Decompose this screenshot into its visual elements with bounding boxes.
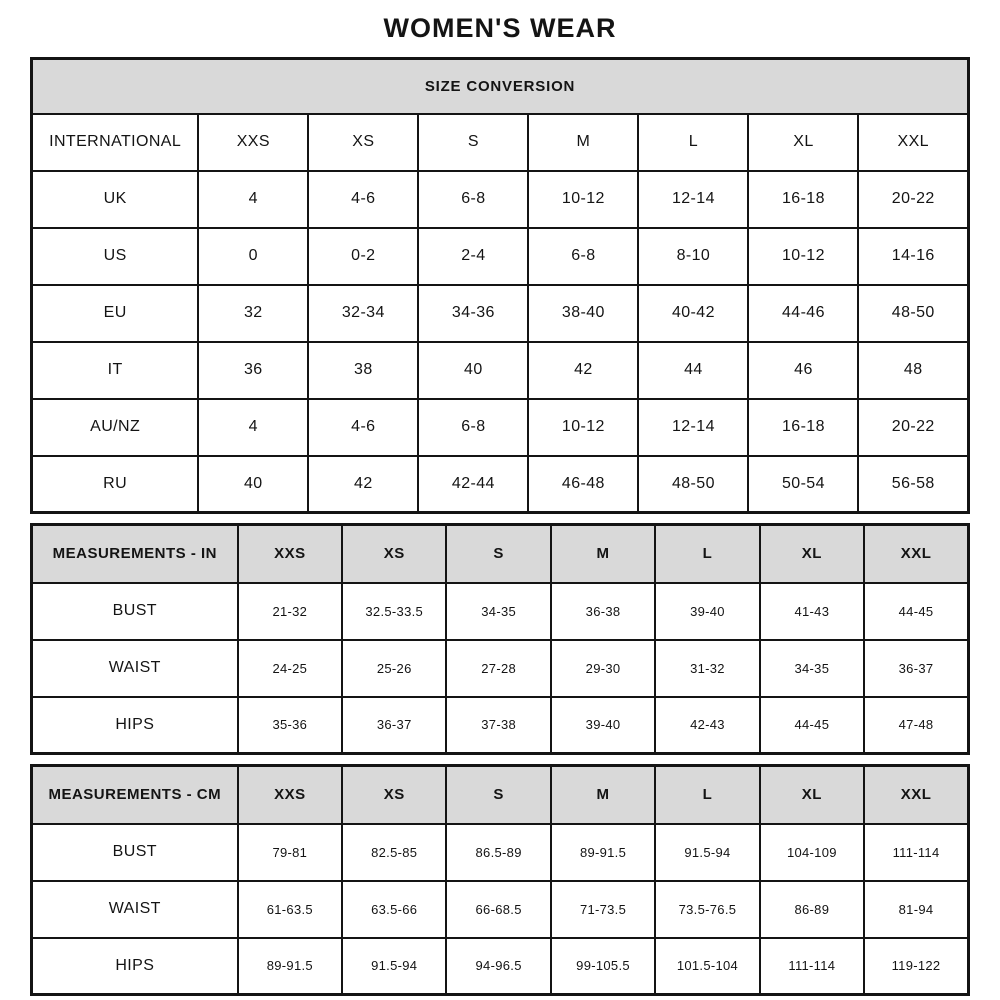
table-cell: 38 [308, 342, 418, 399]
table-row [32, 938, 969, 995]
table-cell: 38-40 [528, 285, 638, 342]
table-cell: 6-8 [528, 228, 638, 285]
table-cell: 56-58 [858, 456, 968, 513]
row-label: BUST [32, 824, 238, 881]
row-label: WAIST [32, 881, 238, 938]
table-cell: 44-45 [760, 697, 864, 754]
table-cell: 6-8 [418, 171, 528, 228]
table-cell: 61-63.5 [238, 881, 342, 938]
table-header-row [32, 525, 969, 583]
table-header-row [32, 766, 969, 824]
table-row [32, 583, 969, 640]
table-row [32, 697, 969, 754]
table-cell: 73.5-76.5 [655, 881, 759, 938]
table-cell: 24-25 [238, 640, 342, 697]
column-header: XXL [864, 525, 968, 583]
table-cell: 10-12 [528, 399, 638, 456]
table-cell: 94-96.5 [446, 938, 550, 995]
column-header: XS [342, 525, 446, 583]
table-cell: 32.5-33.5 [342, 583, 446, 640]
table-cell: 16-18 [748, 171, 858, 228]
table-cell: 48 [858, 342, 968, 399]
table-cell: 50-54 [748, 456, 858, 513]
table-cell: 31-32 [655, 640, 759, 697]
table-cell: 89-91.5 [238, 938, 342, 995]
table-cell: 16-18 [748, 399, 858, 456]
table-cell: 29-30 [551, 640, 655, 697]
table-cell: 8-10 [638, 228, 748, 285]
table-row [32, 228, 969, 285]
row-label: AU/NZ [32, 399, 199, 456]
column-header: M [551, 525, 655, 583]
row-label: EU [32, 285, 199, 342]
table-cell: 21-32 [238, 583, 342, 640]
table-title: MEASUREMENTS - CM [32, 766, 238, 824]
row-label: BUST [32, 583, 238, 640]
table-cell: 40 [418, 342, 528, 399]
table-row [32, 824, 969, 881]
table-cell: 36-37 [342, 697, 446, 754]
column-header: XXS [198, 114, 308, 171]
table-cell: 27-28 [446, 640, 550, 697]
table-title: MEASUREMENTS - IN [32, 525, 238, 583]
table-cell: 14-16 [858, 228, 968, 285]
table-cell: 119-122 [864, 938, 968, 995]
table-cell: 91.5-94 [342, 938, 446, 995]
table-cell: 44 [638, 342, 748, 399]
table-cell: 44-46 [748, 285, 858, 342]
table-cell: 79-81 [238, 824, 342, 881]
table-cell: 42-43 [655, 697, 759, 754]
table-cell: 2-4 [418, 228, 528, 285]
table-cell: 32-34 [308, 285, 418, 342]
table-cell: 0 [198, 228, 308, 285]
table-row [32, 285, 969, 342]
table-cell: 48-50 [858, 285, 968, 342]
table-cell: 44-45 [864, 583, 968, 640]
table-cell: 40-42 [638, 285, 748, 342]
table-cell: 20-22 [858, 171, 968, 228]
table-cell: 36-38 [551, 583, 655, 640]
table-cell: 47-48 [864, 697, 968, 754]
table-cell: 6-8 [418, 399, 528, 456]
table-row [32, 456, 969, 513]
measurements-in-table [30, 523, 970, 755]
column-header: XXL [858, 114, 968, 171]
table-cell: 46-48 [528, 456, 638, 513]
column-header: XXS [238, 525, 342, 583]
table-cell: 82.5-85 [342, 824, 446, 881]
table-cell: 86-89 [760, 881, 864, 938]
table-cell: 37-38 [446, 697, 550, 754]
column-header: L [655, 525, 759, 583]
column-header: XS [308, 114, 418, 171]
table-cell: 41-43 [760, 583, 864, 640]
table-cell: 25-26 [342, 640, 446, 697]
column-header: S [446, 525, 550, 583]
table-cell: 89-91.5 [551, 824, 655, 881]
table-cell: 32 [198, 285, 308, 342]
table-row [32, 640, 969, 697]
column-header: L [655, 766, 759, 824]
table-cell: 42 [528, 342, 638, 399]
table-cell: 0-2 [308, 228, 418, 285]
table-cell: 46 [748, 342, 858, 399]
measurements-cm-table [30, 764, 970, 996]
table-row [32, 171, 969, 228]
page-title: WOMEN'S WEAR [383, 13, 617, 43]
table-cell: 71-73.5 [551, 881, 655, 938]
table-cell: 36-37 [864, 640, 968, 697]
table-cell: 4-6 [308, 399, 418, 456]
table-cell: 104-109 [760, 824, 864, 881]
table-cell: 40 [198, 456, 308, 513]
row-label: IT [32, 342, 199, 399]
table-cell: 10-12 [528, 171, 638, 228]
table-header-row [32, 114, 969, 171]
table-cell: 81-94 [864, 881, 968, 938]
column-header: XL [760, 525, 864, 583]
table-cell: 35-36 [238, 697, 342, 754]
table-row [32, 342, 969, 399]
table-row [32, 881, 969, 938]
table-cell: 48-50 [638, 456, 748, 513]
row-label: HIPS [32, 697, 238, 754]
column-header: S [418, 114, 528, 171]
table-cell: 4 [198, 171, 308, 228]
table-cell: 12-14 [638, 399, 748, 456]
table-cell: 101.5-104 [655, 938, 759, 995]
table-cell: 99-105.5 [551, 938, 655, 995]
table-cell: 10-12 [748, 228, 858, 285]
row-label: HIPS [32, 938, 238, 995]
column-header: XL [760, 766, 864, 824]
row-label: UK [32, 171, 199, 228]
column-header: XXS [238, 766, 342, 824]
table-cell: 34-36 [418, 285, 528, 342]
column-header: M [528, 114, 638, 171]
table-cell: 36 [198, 342, 308, 399]
table-cell: 39-40 [551, 697, 655, 754]
row-label: US [32, 228, 199, 285]
table-cell: 12-14 [638, 171, 748, 228]
table-cell: 63.5-66 [342, 881, 446, 938]
table-cell: 4-6 [308, 171, 418, 228]
table-cell: 66-68.5 [446, 881, 550, 938]
column-header: S [446, 766, 550, 824]
row-label: RU [32, 456, 199, 513]
table-title-row [32, 59, 969, 114]
column-header: INTERNATIONAL [32, 114, 199, 171]
table-cell: 42 [308, 456, 418, 513]
table-cell: 4 [198, 399, 308, 456]
column-header: M [551, 766, 655, 824]
column-header: XXL [864, 766, 968, 824]
column-header: XL [748, 114, 858, 171]
table-title: SIZE CONVERSION [32, 59, 969, 114]
size-conversion-table [30, 57, 970, 514]
table-cell: 86.5-89 [446, 824, 550, 881]
table-cell: 111-114 [760, 938, 864, 995]
table-cell: 34-35 [446, 583, 550, 640]
table-cell: 20-22 [858, 399, 968, 456]
row-label: WAIST [32, 640, 238, 697]
column-header: XS [342, 766, 446, 824]
table-cell: 34-35 [760, 640, 864, 697]
column-header: L [638, 114, 748, 171]
table-cell: 111-114 [864, 824, 968, 881]
table-cell: 91.5-94 [655, 824, 759, 881]
table-cell: 42-44 [418, 456, 528, 513]
table-row [32, 399, 969, 456]
table-cell: 39-40 [655, 583, 759, 640]
